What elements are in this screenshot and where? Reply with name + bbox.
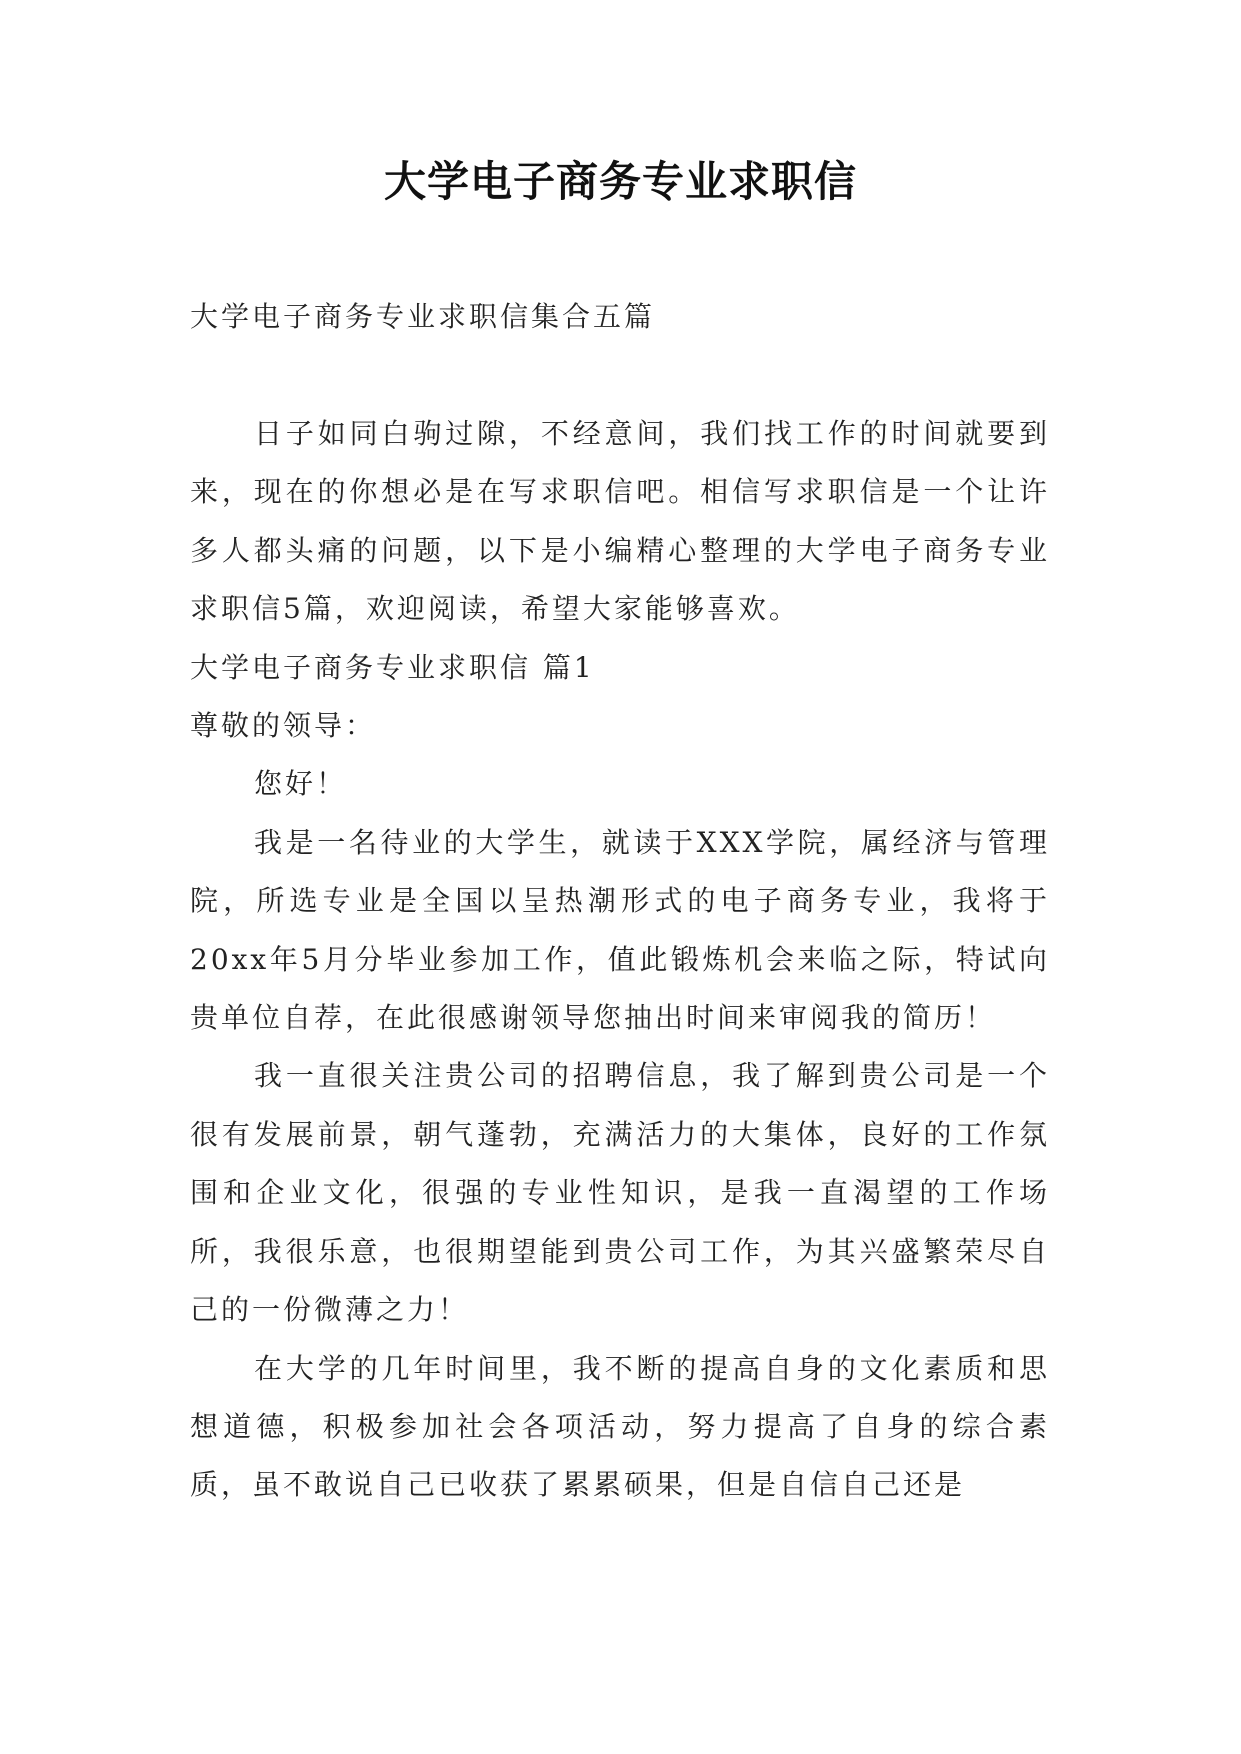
document-title: 大学电子商务专业求职信: [383, 157, 857, 206]
section-heading: 大学电子商务专业求职信 篇1: [190, 650, 595, 684]
intro-paragraph: 日子如同白驹过隙，不经意间，我们找工作的时间就要到来，现在的你想必是在写求职信吧。相信写求职信是一个让许多人都头痛的问题，以下是小编精心整理的大学电子商务专业求职信5篇，欢迎阅读，希望大家能够喜欢。: [190, 417, 1050, 626]
body-paragraph: 我一直很关注贵公司的招聘信息，我了解到贵公司是一个很有发展前景，朝气蓬勃，充满活力的大集体，良好的工作氛围和企业文化，很强的专业性知识，是我一直渴望的工作场所，我很乐意，也很期望能到贵公司工作，为其兴盛繁荣尽自己的一份微薄之力！: [190, 1059, 1050, 1327]
greeting: 您好！: [254, 767, 348, 801]
body-paragraph: 我是一名待业的大学生，就读于XXX学院，属经济与管理院，所选专业是全国以呈热潮形式的电子商务专业，我将于20xx年5月分毕业参加工作，值此锻炼机会来临之际，特试向贵单位自荐，在此很感谢领导您抽出时间来审阅我的简历！: [190, 825, 1050, 1035]
body-paragraph: 在大学的几年时间里，我不断的提高自身的文化素质和思想道德，积极参加社会各项活动，努力提高了自身的综合素质，虽不敢说自己已收获了累累硕果，但是自信自己还是: [190, 1351, 1050, 1502]
document-body: [190, 405, 1050, 1515]
salutation: 尊敬的领导：: [190, 709, 377, 743]
document-subtitle: 大学电子商务专业求职信集合五篇: [190, 300, 656, 333]
